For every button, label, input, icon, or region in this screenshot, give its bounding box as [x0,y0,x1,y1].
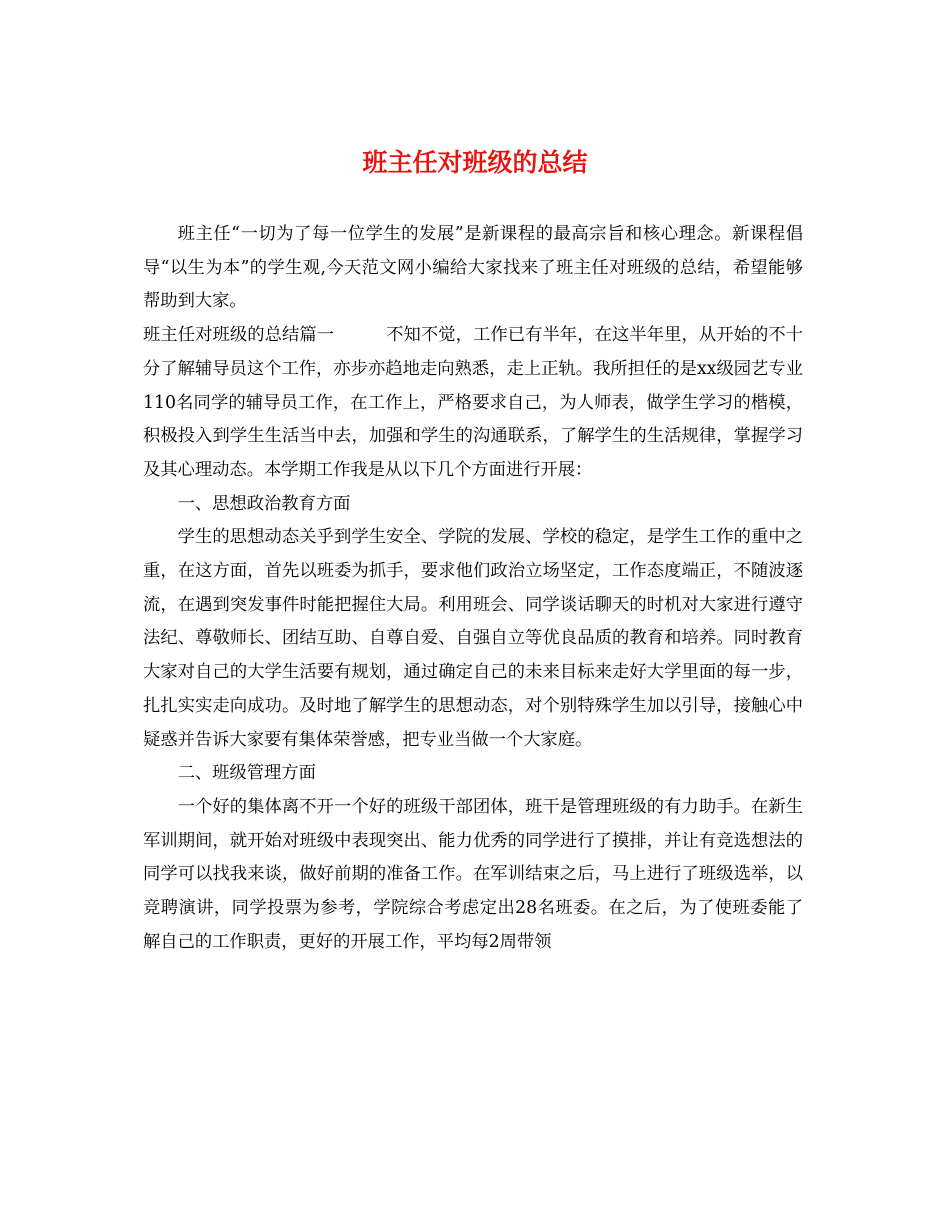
section-heading: 班主任对班级的总结篇一 [143,325,335,346]
intro-paragraph: 班主任“一切为了每一位学生的发展”是新课程的最高宗旨和核心理念。新课程倡导“以生为本”的学生观,今天范文网小编给大家找来了班主任对班级的总结，希望能够帮助到大家。 [143,224,803,312]
paragraph-ideology: 学生的思想动态关乎到学生安全、学院的发展、学校的稳定，是学生工作的重中之重，在这方面，首先以班委为抓手，要求他们政治立场坚定，工作态度端正，不随波逐流，在遇到突发事件时能把握住大局。利用班会、同学谈话聊天的时机对大家进行遵守法纪、尊敬师长、团结互助、自尊自爱、自强自立等优良品质的教育和培养。同时教育大家对自己的大学生活要有规划，通过确定自己的未来目标来走好大学里面的每一步，扎扎实实走向成功。及时地了解学生的思想动态，对个别特殊学生加以引导，接触心中疑惑并告诉大家要有集体荣誉感，把专业当做一个大家庭。 [143,527,803,750]
document-body [143,218,803,959]
document-title: 班主任对班级的总结 [362,148,588,177]
heading-class-management: 二、班级管理方面 [177,763,316,784]
section-paragraph [143,319,803,488]
section-first-text: 不知不觉，工作已有半年，在这半年里，从开始的不十分了解辅导员这个工作，亦步亦趋地走向熟悉，走上正轨。我所担任的是xx级园艺专业110名同学的辅导员工作，在工作上，严格要求自己，为人师表，做学生学习的楷模，积极投入到学生生活当中去，加强和学生的沟通联系，了解学生的生活规律，掌握学习及其心理动态。本学期工作我是从以下几个方面进行开展： [143,325,803,480]
heading-ideology: 一、思想政治教育方面 [177,493,351,514]
paragraph-class-management: 一个好的集体离不开一个好的班级干部团体，班干是管理班级的有力助手。在新生军训期间，就开始对班级中表现突出、能力优秀的同学进行了摸排，并让有竞选想法的同学可以找我来谈，做好前期的准备工作。在军训结束之后，马上进行了班级选举，以竞聘演讲，同学投票为参考，学院综合考虑定出28名班委。在之后，为了使班委能了解自己的工作职责，更好的开展工作，平均每2周带领 [143,796,803,952]
